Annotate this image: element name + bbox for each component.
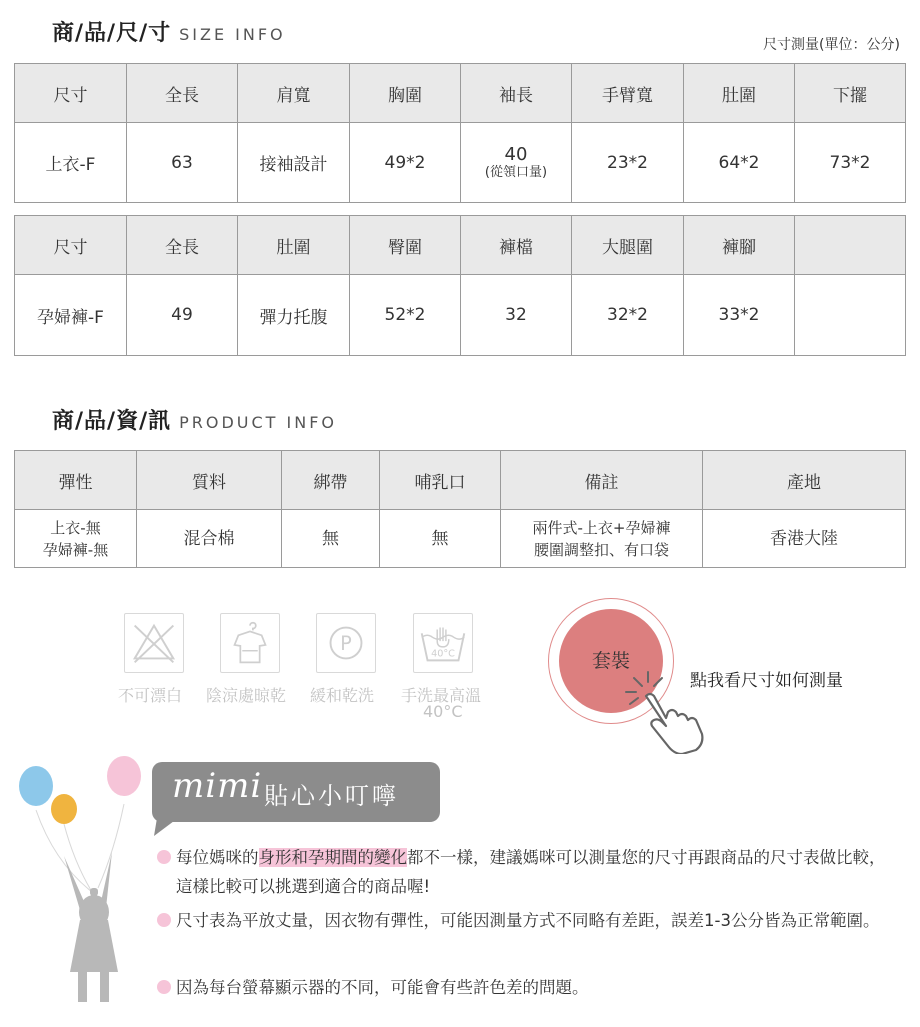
tip-1 bbox=[176, 843, 892, 901]
info-cell-nursing: 無 bbox=[380, 510, 501, 568]
info-header-origin: 產地 bbox=[703, 451, 906, 510]
info-cell-elasticity bbox=[15, 510, 137, 568]
pants-cell-belly: 彈力托腹 bbox=[238, 275, 350, 356]
tip-1-pre: 每位媽咪的 bbox=[176, 848, 259, 867]
top-header-belly: 肚圍 bbox=[684, 64, 795, 123]
pants-cell-thigh: 32*2 bbox=[572, 275, 684, 356]
elasticity-pants: 孕婦褲-無 bbox=[42, 540, 109, 559]
info-cell-strap: 無 bbox=[282, 510, 380, 568]
pants-size-table bbox=[14, 215, 906, 356]
tips-title: 貼心小叮嚀 bbox=[264, 782, 399, 810]
top-cell-length: 63 bbox=[127, 123, 238, 203]
size-section-subtitle: SIZE INFO bbox=[179, 25, 286, 44]
tip-1-highlight: 身形和孕期間的變化 bbox=[258, 848, 407, 867]
care-label-no-bleach: 不可漂白 bbox=[118, 686, 183, 705]
pants-header-size: 尺寸 bbox=[15, 216, 127, 275]
hand-wash-icon bbox=[413, 613, 473, 673]
tip-bullet-1 bbox=[157, 850, 171, 864]
top-size-table bbox=[14, 63, 906, 203]
bubble-tail-icon bbox=[152, 812, 192, 840]
top-cell-arm-width: 23*2 bbox=[572, 123, 684, 203]
pants-header-length: 全長 bbox=[127, 216, 238, 275]
tips-brand: mimi bbox=[172, 766, 263, 806]
top-header-length: 全長 bbox=[127, 64, 238, 123]
top-cell-hem: 73*2 bbox=[795, 123, 906, 203]
shade-dry-icon bbox=[220, 613, 280, 673]
pants-cell-length: 49 bbox=[127, 275, 238, 356]
product-info-table bbox=[14, 450, 906, 568]
top-cell-belly: 64*2 bbox=[684, 123, 795, 203]
size-section-title: 商/品/尺/寸 bbox=[52, 21, 172, 46]
info-header-elasticity: 彈性 bbox=[15, 451, 137, 510]
top-header-shoulder: 肩寬 bbox=[238, 64, 350, 123]
tip-bullet-2 bbox=[157, 913, 171, 927]
care-label-hand-wash: 手洗最高溫 bbox=[401, 686, 482, 705]
measure-guide-link[interactable]: 點我看尺寸如何測量 bbox=[690, 671, 843, 691]
pants-cell-crotch: 32 bbox=[461, 275, 572, 356]
tip-2: 尺寸表為平放丈量，因衣物有彈性，可能因測量方式不同略有差距，誤差1-3公分皆為正常範圍。 bbox=[176, 911, 880, 930]
pants-header-belly: 肚圍 bbox=[238, 216, 350, 275]
product-section-heading bbox=[52, 404, 337, 435]
set-badge-label[interactable]: 套裝 bbox=[591, 650, 630, 672]
top-cell-sleeve bbox=[461, 123, 572, 203]
top-header-arm-width: 手臂寬 bbox=[572, 64, 684, 123]
notes-line-1: 兩件式-上衣+孕婦褲 bbox=[532, 518, 671, 537]
top-header-hem: 下擺 bbox=[795, 64, 906, 123]
sleeve-note: (從領口量) bbox=[484, 164, 548, 180]
size-section-heading bbox=[52, 16, 286, 47]
sleeve-value: 40 bbox=[504, 143, 528, 165]
pants-cell-size: 孕婦褲-F bbox=[15, 275, 127, 356]
info-cell-material: 混合棉 bbox=[137, 510, 282, 568]
tip-bullet-3 bbox=[157, 980, 171, 994]
pants-header-hip: 臀圍 bbox=[350, 216, 461, 275]
hand-wash-temp: 40°C bbox=[431, 648, 455, 660]
info-header-strap: 綁帶 bbox=[282, 451, 380, 510]
notes-line-2: 腰圍調整扣、有口袋 bbox=[533, 540, 669, 559]
tip-1-post: 都不一樣，建議媽咪可以測量您的尺寸再跟商品的尺寸表做比較，這樣比較可以挑選到適合的商品喔! bbox=[176, 848, 886, 896]
top-header-sleeve: 袖長 bbox=[461, 64, 572, 123]
care-label-temp: 40°C bbox=[423, 702, 463, 721]
tip-3: 因為每台螢幕顯示器的不同，可能會有些許色差的問題。 bbox=[176, 978, 589, 997]
info-header-material: 質料 bbox=[137, 451, 282, 510]
top-cell-chest: 49*2 bbox=[350, 123, 461, 203]
top-cell-size: 上衣-F bbox=[15, 123, 127, 203]
gentle-dry-clean-icon bbox=[316, 613, 376, 673]
product-section-title: 商/品/資/訊 bbox=[52, 409, 172, 434]
info-header-notes: 備註 bbox=[501, 451, 703, 510]
girl-with-balloons-icon bbox=[14, 752, 164, 1027]
pants-cell-empty bbox=[795, 275, 906, 356]
unit-note: 尺寸測量(單位：公分) bbox=[763, 37, 900, 53]
pants-cell-hem: 33*2 bbox=[684, 275, 795, 356]
pants-header-crotch: 褲檔 bbox=[461, 216, 572, 275]
dry-clean-letter: P bbox=[340, 631, 352, 655]
care-label-gentle-dry-clean: 緩和乾洗 bbox=[310, 686, 375, 705]
no-bleach-icon bbox=[124, 613, 184, 673]
care-label-shade-dry: 陰涼處晾乾 bbox=[206, 686, 287, 705]
pants-header-thigh: 大腿圍 bbox=[572, 216, 684, 275]
pants-cell-hip: 52*2 bbox=[350, 275, 461, 356]
info-header-nursing: 哺乳口 bbox=[380, 451, 501, 510]
product-section-subtitle: PRODUCT INFO bbox=[179, 413, 338, 432]
pants-header-hem: 褲腳 bbox=[684, 216, 795, 275]
info-cell-origin: 香港大陸 bbox=[703, 510, 906, 568]
top-header-size: 尺寸 bbox=[15, 64, 127, 123]
elasticity-top: 上衣-無 bbox=[50, 518, 101, 537]
info-cell-notes bbox=[501, 510, 703, 568]
pants-header-empty bbox=[795, 216, 906, 275]
top-header-chest: 胸圍 bbox=[350, 64, 461, 123]
top-cell-shoulder: 接袖設計 bbox=[238, 123, 350, 203]
